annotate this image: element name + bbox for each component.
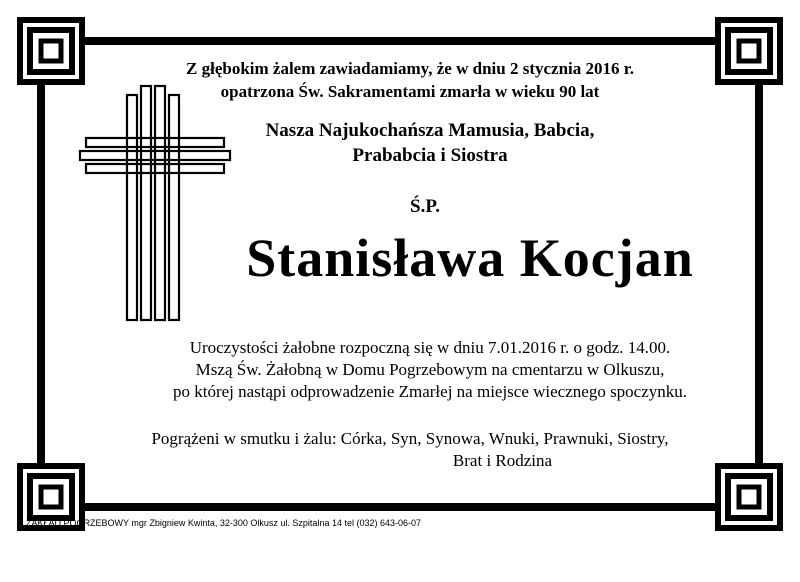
- death-announcement-intro: [140, 57, 680, 103]
- frame-left-bar: [37, 82, 45, 466]
- family-title-line: Nasza Najukochańsza Mamusia, Babcia,: [265, 120, 595, 141]
- corner-ornament-top-right: [718, 20, 780, 82]
- family-title-line: Prababcia i Siostra: [352, 145, 508, 166]
- frame-bottom-bar: [82, 503, 718, 511]
- corner-ornament-bottom-right: [718, 466, 780, 528]
- corner-ornament-top-left: [20, 20, 82, 82]
- mourners-list: [110, 428, 710, 472]
- funeral-home-details: mgr Zbigniew Kwinta, 32-300 Olkusz ul. Szpitalna 14 tel (032) 643-06-07: [128, 518, 422, 528]
- mourners-line: Pogrążeni w smutku i żalu: Córka, Syn, Synowa, Wnuki, Prawnuki, Siostry,: [151, 429, 669, 448]
- funeral-home-footer: [26, 518, 421, 528]
- family-relation-title: [240, 118, 620, 168]
- intro-line: Z głębokim żalem zawiadamiamy, że w dniu 2 stycznia 2016 r.: [186, 59, 634, 78]
- mourners-line: Brat i Rodzina: [452, 451, 553, 470]
- ceremony-line: Uroczystości żałobne rozpoczną się w dniu 7.01.2016 r. o godz. 14.00.: [189, 338, 671, 357]
- sp-abbreviation: Ś.P.: [410, 196, 440, 217]
- funeral-ceremony-info: [120, 337, 740, 403]
- deceased-name: Stanisława Kocjan: [246, 228, 694, 288]
- intro-line: opatrzona Św. Sakramentami zmarła w wieku 90 lat: [220, 82, 600, 101]
- frame-top-bar: [82, 37, 718, 45]
- funeral-home-name: ZAKŁAD POGRZEBOWY: [26, 518, 129, 528]
- ceremony-line: Mszą Św. Żałobną w Domu Pogrzebowym na cmentarzu w Olkuszu,: [195, 360, 665, 379]
- ceremony-line: po której nastąpi odprowadzenie Zmarłej na miejsce wiecznego spoczynku.: [172, 382, 688, 401]
